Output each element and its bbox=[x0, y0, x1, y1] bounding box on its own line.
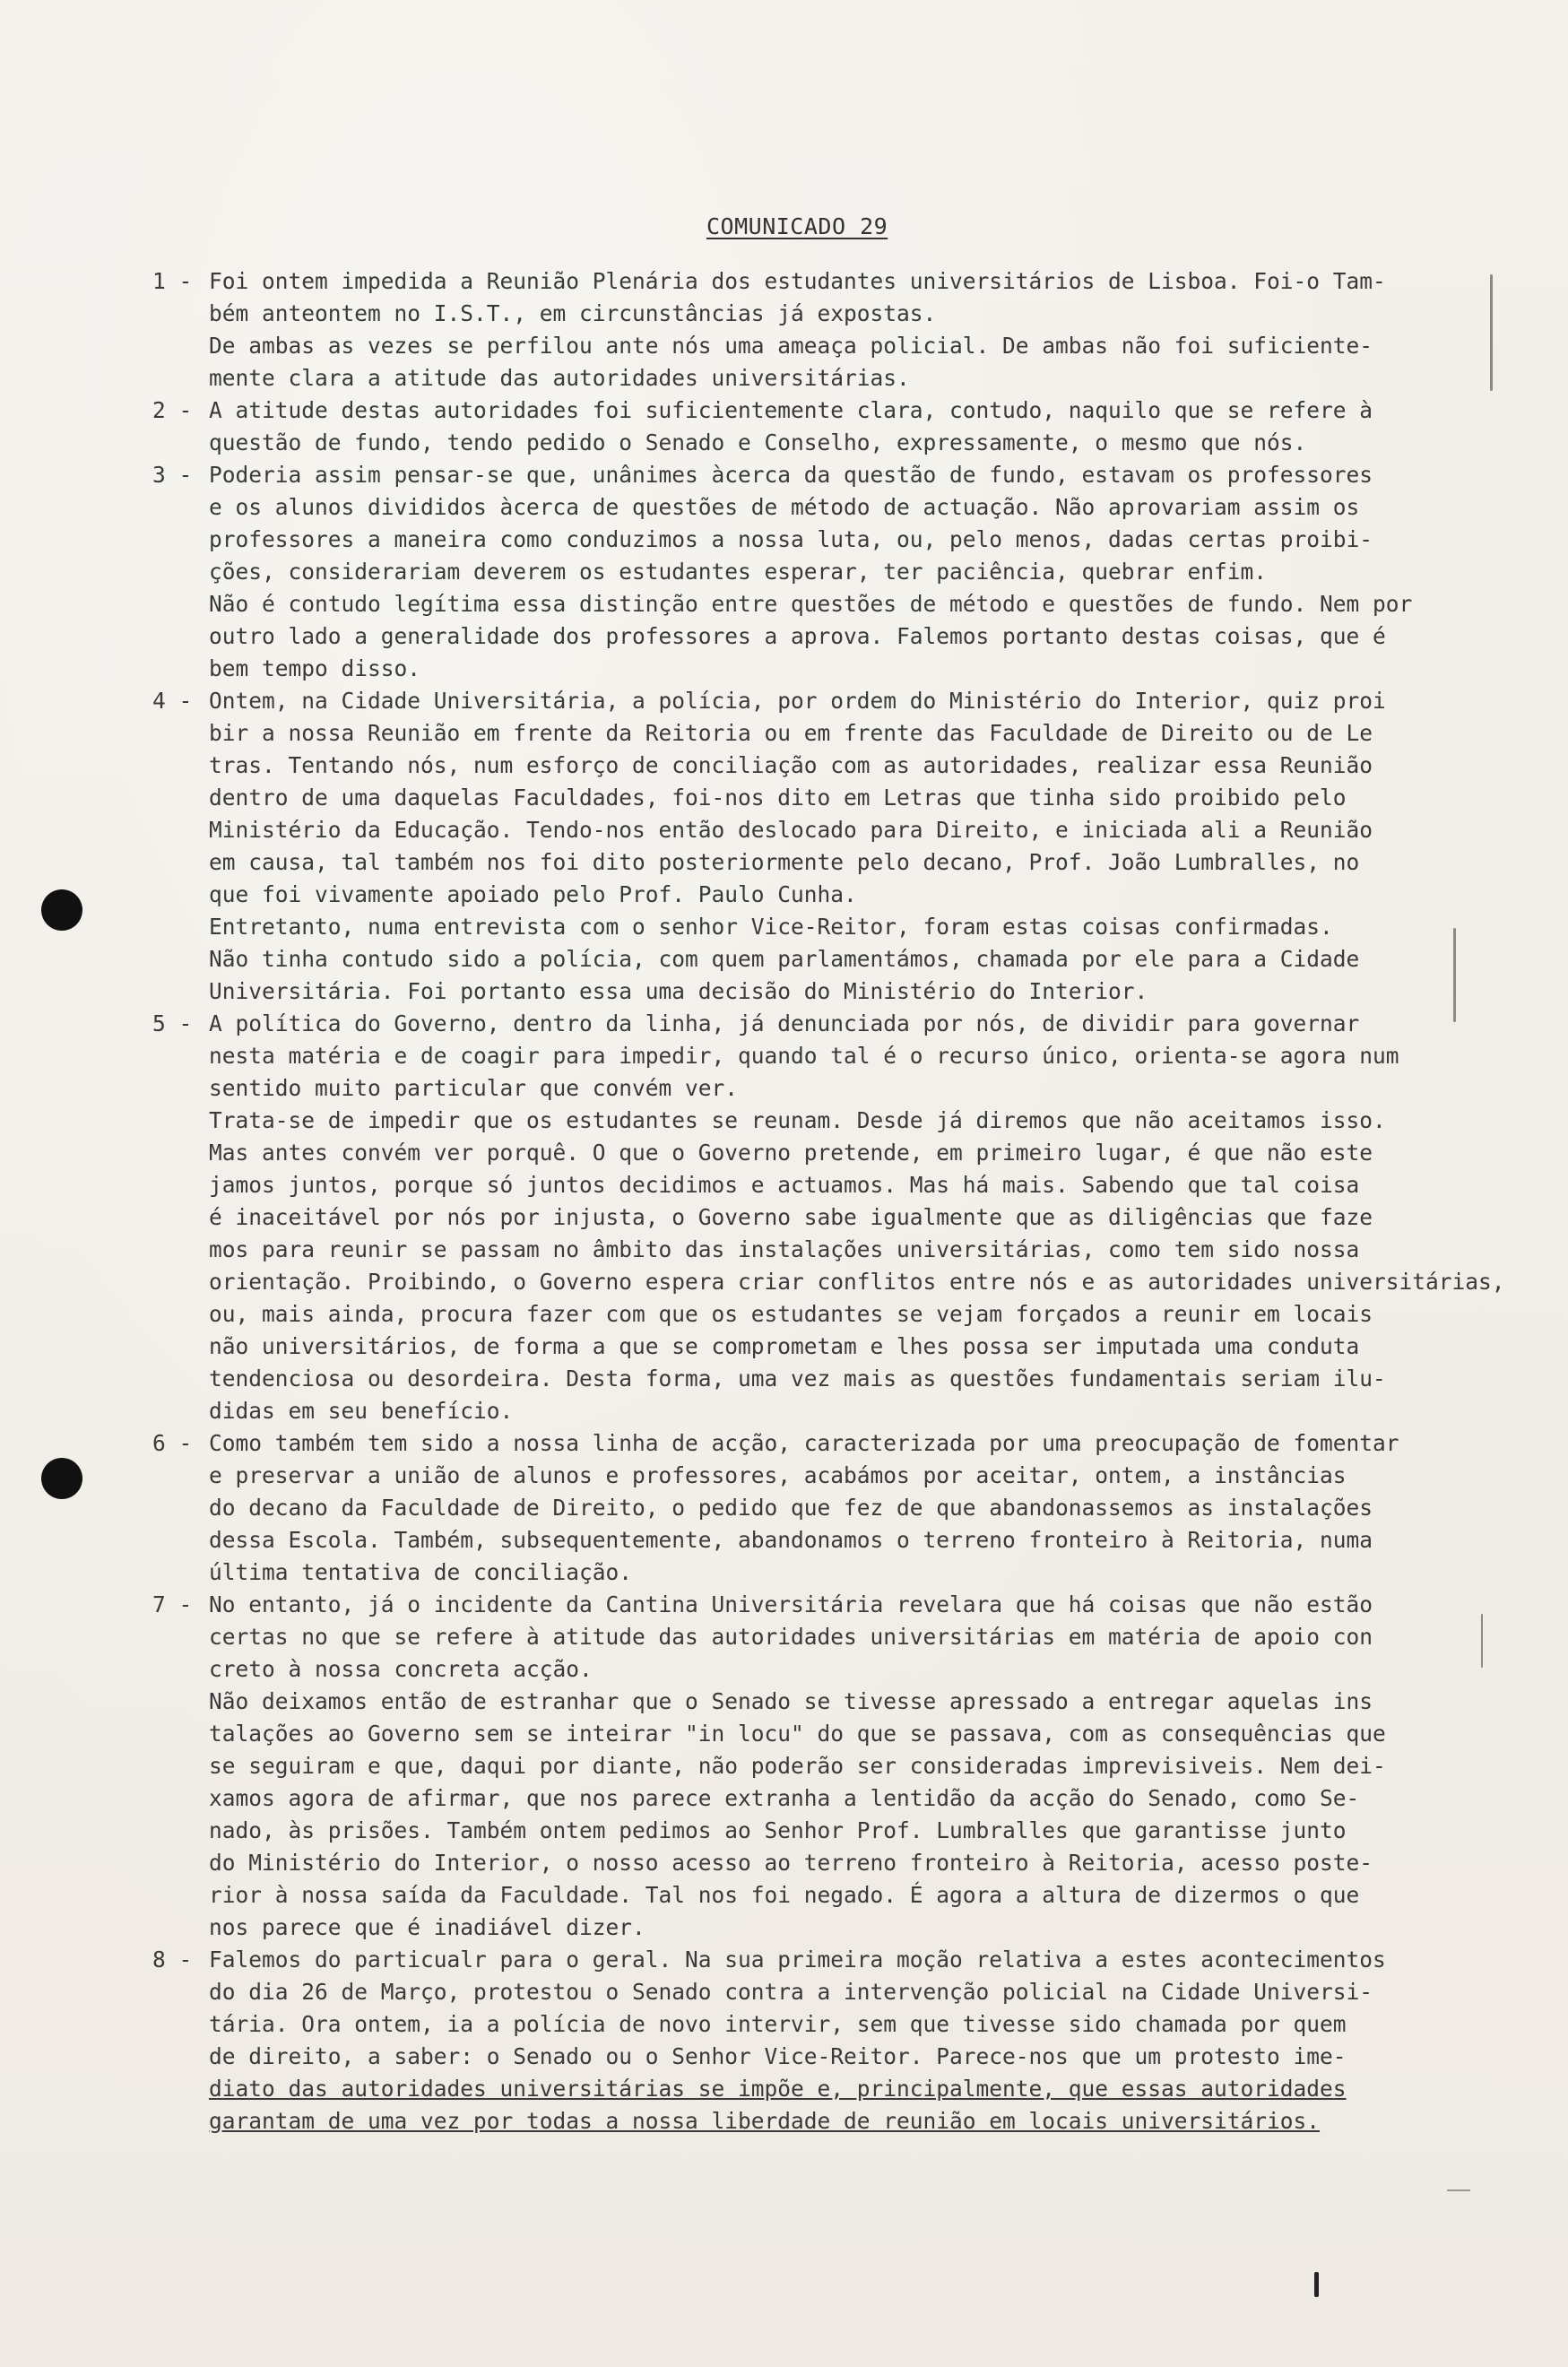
text-line: do Ministério do Interior, o nosso acesso ao terreno fronteiro à Reitoria, acesso poste- bbox=[209, 1850, 1373, 1876]
paragraph-number: 8 - bbox=[152, 1946, 193, 1972]
paragraph-number: 5 - bbox=[152, 1010, 193, 1036]
document-body bbox=[152, 265, 1505, 2137]
text-line: e preservar a união de alunos e professores, acabámos por aceitar, ontem, a instâncias bbox=[209, 1462, 1347, 1488]
text-line: que foi vivamente apoiado pelo Prof. Paulo Cunha. bbox=[209, 881, 857, 907]
paragraph-number: 7 - bbox=[152, 1591, 193, 1617]
text-line: Ministério da Educação. Tendo-nos então deslocado para Direito, e iniciada ali a Reunião bbox=[209, 817, 1373, 843]
paragraph-6 bbox=[152, 1427, 1461, 1589]
paragraph-number: 1 - bbox=[152, 268, 193, 294]
text-line: Como também tem sido a nossa linha de acção, caracterizada por uma preocupação de fomentar bbox=[209, 1430, 1399, 1456]
text-line: outro lado a generalidade dos professores a aprova. Falemos portanto destas coisas, que é bbox=[209, 623, 1386, 649]
text-line: didas em seu benefício. bbox=[209, 1398, 514, 1424]
paragraph-number: 4 - bbox=[152, 688, 193, 714]
text-line: tras. Tentando nós, num esforço de conciliação com as autoridades, realizar essa Reunião bbox=[209, 752, 1373, 778]
text-line: nesta matéria e de coagir para impedir, quando tal é o recurso único, orienta-se agora num bbox=[209, 1043, 1399, 1069]
text-line: bem tempo disso. bbox=[209, 655, 421, 681]
text-line: De ambas as vezes se perfilou ante nós uma ameaça policial. De ambas não foi suficiente- bbox=[209, 333, 1373, 359]
text-line: em causa, tal também nos foi dito posteriormente pelo decano, Prof. João Lumbralles, no bbox=[209, 849, 1360, 875]
document-title: COMUNICADO 29 bbox=[706, 213, 888, 239]
text-line: não universitários, de forma a que se comprometam e lhes possa ser imputada uma conduta bbox=[209, 1333, 1360, 1359]
margin-pencil-mark bbox=[1453, 928, 1456, 1022]
paragraph-2 bbox=[152, 394, 1461, 459]
text-line: nos parece que é inadiável dizer. bbox=[209, 1914, 645, 1940]
text-line: Mas antes convém ver porquê. O que o Governo pretende, em primeiro lugar, é que não este bbox=[209, 1140, 1373, 1166]
text-line: orientação. Proibindo, o Governo espera criar conflitos entre nós e as autoridades universitárias, bbox=[209, 1269, 1505, 1295]
margin-pencil-mark bbox=[1481, 1614, 1483, 1668]
text-line: sentido muito particular que convém ver. bbox=[209, 1075, 739, 1101]
text-line: bém anteontem no I.S.T., em circunstâncias já expostas. bbox=[209, 300, 937, 326]
paragraph-1 bbox=[152, 265, 1461, 394]
text-line: Entretanto, numa entrevista com o senhor Vice-Reitor, foram estas coisas confirmadas. bbox=[209, 914, 1333, 940]
text-line: dessa Escola. Também, subsequentemente, abandonamos o terreno fronteiro à Reitoria, numa bbox=[209, 1527, 1373, 1553]
text-line: Trata-se de impedir que os estudantes se reunam. Desde já diremos que não aceitamos isso. bbox=[209, 1107, 1386, 1133]
text-line: Não tinha contudo sido a polícia, com quem parlamentámos, chamada por ele para a Cidade bbox=[209, 946, 1360, 972]
text-line: Não deixamos então de estranhar que o Senado se tivesse apressado a entregar aquelas ins bbox=[209, 1688, 1373, 1714]
margin-pencil-mark bbox=[1490, 274, 1493, 391]
text-line: Não é contudo legítima essa distinção entre questões de método e questões de fundo. Nem por bbox=[209, 591, 1413, 617]
text-line: A política do Governo, dentro da linha, já denunciada por nós, de dividir para governar bbox=[209, 1010, 1360, 1036]
text-line: talações ao Governo sem se inteirar "in locu" do que se passava, com as consequências que bbox=[209, 1721, 1386, 1747]
text-line: nado, às prisões. Também ontem pedimos ao Senhor Prof. Lumbralles que garantisse junto bbox=[209, 1817, 1347, 1843]
text-line: dentro de uma daquelas Faculdades, foi-nos dito em Letras que tinha sido proibido pelo bbox=[209, 785, 1347, 811]
text-line: Poderia assim pensar-se que, unânimes àcerca da questão de fundo, estavam os professores bbox=[209, 462, 1373, 488]
paragraph-number: 6 - bbox=[152, 1430, 193, 1456]
text-line: bir a nossa Reunião em frente da Reitoria ou em frente das Faculdade de Direito ou de Le bbox=[209, 720, 1373, 746]
text-line: e os alunos divididos àcerca de questões de método de actuação. Não aprovariam assim os bbox=[209, 494, 1360, 520]
text-line: Ontem, na Cidade Universitária, a polícia, por ordem do Ministério do Interior, quiz proi bbox=[209, 688, 1386, 714]
text-line: mente clara a atitude das autoridades universitárias. bbox=[209, 365, 910, 391]
text-line: ções, considerariam deverem os estudantes esperar, ter paciência, quebrar enfim. bbox=[209, 559, 1268, 585]
text-line: do dia 26 de Março, protestou o Senado contra a intervenção policial na Cidade Universi- bbox=[209, 1979, 1373, 2005]
paragraph-4 bbox=[152, 685, 1461, 1008]
paragraph-8 bbox=[152, 1944, 1461, 2137]
margin-dash-mark bbox=[1447, 2189, 1470, 2191]
text-line: Foi ontem impedida a Reunião Plenária dos estudantes universitários de Lisboa. Foi-o Tam- bbox=[209, 268, 1386, 294]
text-line: ou, mais ainda, procura fazer com que os estudantes se vejam forçados a reunir em locais bbox=[209, 1301, 1373, 1327]
ink-stroke-mark bbox=[1314, 2272, 1319, 2297]
text-line: questão de fundo, tendo pedido o Senado e Conselho, expressamente, o mesmo que nós. bbox=[209, 429, 1307, 455]
text-line: professores a maneira como conduzimos a nossa luta, ou, pelo menos, dadas certas proibi- bbox=[209, 526, 1373, 552]
paragraph-number: 3 - bbox=[152, 462, 193, 488]
text-line: mos para reunir se passam no âmbito das instalações universitárias, como tem sido nossa bbox=[209, 1236, 1360, 1262]
text-line: jamos juntos, porque só juntos decidimos e actuamos. Mas há mais. Sabendo que tal coisa bbox=[209, 1172, 1360, 1198]
paragraph-number: 2 - bbox=[152, 397, 193, 423]
punch-hole bbox=[41, 1458, 82, 1499]
text-line: diato das autoridades universitárias se impõe e, principalmente, que essas autoridades bbox=[209, 2076, 1347, 2102]
text-line: tária. Ora ontem, ia a polícia de novo intervir, sem que tivesse sido chamada por quem bbox=[209, 2011, 1347, 2037]
paragraph-5 bbox=[152, 1008, 1505, 1427]
text-line: Falemos do particualr para o geral. Na sua primeira moção relativa a estes acontecimentos bbox=[209, 1946, 1386, 1972]
text-line: Universitária. Foi portanto essa uma decisão do Ministério do Interior. bbox=[209, 978, 1148, 1004]
text-line: No entanto, já o incidente da Cantina Universitária revelara que há coisas que não estão bbox=[209, 1591, 1373, 1617]
text-line: tendenciosa ou desordeira. Desta forma, uma vez mais as questões fundamentais seriam ilu- bbox=[209, 1366, 1386, 1392]
punch-hole bbox=[41, 889, 82, 931]
text-line: se seguiram e que, daqui por diante, não poderão ser consideradas imprevisiveis. Nem dei- bbox=[209, 1753, 1386, 1779]
text-line: A atitude destas autoridades foi suficientemente clara, contudo, naquilo que se refere à bbox=[209, 397, 1373, 423]
text-line: garantam de uma vez por todas a nossa liberdade de reunião em locais universitários. bbox=[209, 2108, 1321, 2134]
paragraph-3 bbox=[152, 459, 1461, 685]
text-line: certas no que se refere à atitude das autoridades universitárias em matéria de apoio con bbox=[209, 1624, 1373, 1650]
text-line: do decano da Faculdade de Direito, o pedido que fez de que abandonassemos as instalações bbox=[209, 1495, 1373, 1521]
text-line: rior à nossa saída da Faculdade. Tal nos foi negado. É agora a altura de dizermos o que bbox=[209, 1882, 1360, 1908]
text-line: é inaceitável por nós por injusta, o Governo sabe igualmente que as diligências que faze bbox=[209, 1204, 1373, 1230]
text-line: última tentativa de conciliação. bbox=[209, 1559, 633, 1585]
text-line: de direito, a saber: o Senado ou o Senhor Vice-Reitor. Parece-nos que um protesto ime- bbox=[209, 2043, 1347, 2069]
text-line: creto à nossa concreta acção. bbox=[209, 1656, 593, 1682]
text-line: xamos agora de afirmar, que nos parece extranha a lentidão da acção do Senado, como Se- bbox=[209, 1785, 1360, 1811]
paragraph-7 bbox=[152, 1589, 1461, 1944]
